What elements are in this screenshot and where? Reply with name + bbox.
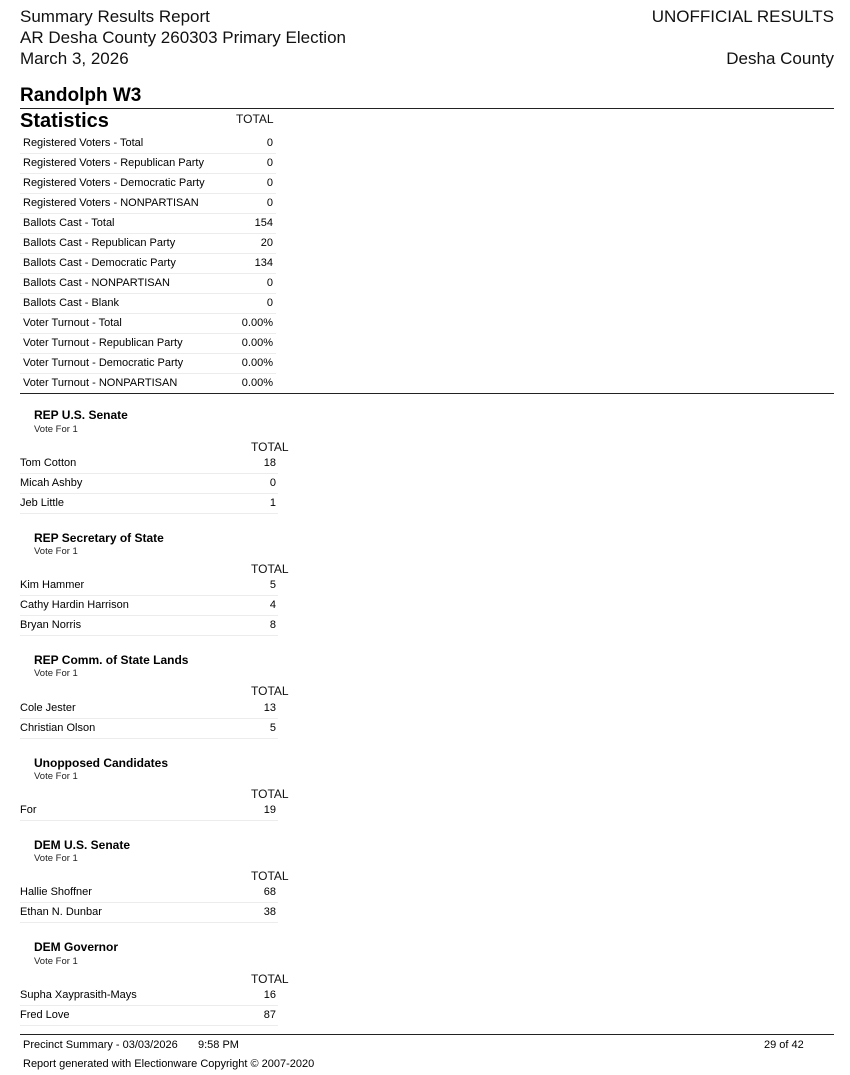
stat-label: Ballots Cast - Blank [23, 297, 119, 309]
vote-for-label: Vote For 1 [34, 668, 78, 679]
candidate-votes: 16 [263, 989, 276, 1001]
vote-for-label: Vote For 1 [34, 424, 78, 435]
stat-value: 0 [266, 197, 273, 209]
race-total-header: TOTAL [251, 972, 289, 986]
race-title: DEM Governor [34, 940, 119, 954]
stat-row [20, 334, 276, 354]
stat-label: Ballots Cast - NONPARTISAN [23, 277, 170, 289]
report-title: Summary Results Report [20, 7, 210, 26]
precinct-name: Randolph W3 [20, 85, 142, 106]
stat-label: Ballots Cast - Total [23, 217, 115, 229]
county-name: Desha County [726, 49, 834, 68]
candidate-name: Micah Ashby [20, 477, 83, 489]
candidate-name: Christian Olson [20, 722, 96, 734]
statistics-divider [20, 393, 834, 394]
stat-label: Voter Turnout - Total [23, 317, 122, 329]
stat-row [20, 314, 276, 334]
candidate-name: Tom Cotton [20, 457, 77, 469]
race-title: REP Comm. of State Lands [34, 653, 189, 667]
candidate-votes: 0 [269, 477, 276, 489]
stat-value: 0 [266, 297, 273, 309]
race-title: Unopposed Candidates [34, 756, 169, 770]
stat-label: Registered Voters - NONPARTISAN [23, 197, 199, 209]
stat-row [20, 134, 276, 154]
race-total-header: TOTAL [251, 684, 289, 698]
stat-value: 0 [266, 277, 273, 289]
candidate-votes: 5 [269, 722, 276, 734]
stat-row [20, 174, 276, 194]
stat-row [20, 154, 276, 174]
stat-value: 0.00% [241, 337, 273, 349]
race-title: REP U.S. Senate [34, 408, 128, 422]
stat-row [20, 294, 276, 314]
vote-for-label: Vote For 1 [34, 956, 78, 967]
stat-row [20, 194, 276, 214]
stat-label: Voter Turnout - Democratic Party [23, 357, 184, 369]
stat-value: 20 [260, 237, 273, 249]
stat-row [20, 354, 276, 374]
candidate-name: Jeb Little [20, 497, 65, 509]
stat-value: 0.00% [241, 377, 273, 389]
race-total-header: TOTAL [251, 562, 289, 576]
vote-for-label: Vote For 1 [34, 546, 78, 557]
candidate-row [20, 986, 278, 1006]
stat-value: 154 [254, 217, 273, 229]
stat-row [20, 234, 276, 254]
stat-row [20, 214, 276, 234]
candidate-row [20, 474, 278, 494]
stat-value: 0 [266, 137, 273, 149]
vote-for-label: Vote For 1 [34, 853, 78, 864]
footer-time: 9:58 PM [198, 1039, 239, 1051]
candidate-row [20, 883, 278, 903]
race-total-header: TOTAL [251, 440, 289, 454]
candidate-votes: 1 [269, 497, 276, 509]
footer-divider [20, 1034, 834, 1035]
race-title: REP Secretary of State [34, 531, 164, 545]
race-total-header: TOTAL [251, 869, 289, 883]
candidate-name: Cole Jester [20, 702, 76, 714]
candidate-row [20, 1006, 278, 1026]
election-name: AR Desha County 260303 Primary Election [20, 28, 346, 47]
stat-label: Voter Turnout - Republican Party [23, 337, 183, 349]
candidate-votes: 19 [263, 804, 276, 816]
stat-row [20, 374, 276, 394]
candidate-row [20, 576, 278, 596]
candidate-name: Bryan Norris [20, 619, 82, 631]
results-status: UNOFFICIAL RESULTS [651, 7, 834, 26]
precinct-divider [20, 108, 834, 109]
election-date: March 3, 2026 [20, 49, 129, 68]
page-number: 29 of 42 [764, 1039, 804, 1051]
candidate-votes: 38 [263, 906, 276, 918]
candidate-name: Cathy Hardin Harrison [20, 599, 129, 611]
footer-generated: Report generated with Electionware Copyright © 2007-2020 [23, 1058, 315, 1070]
candidate-name: Ethan N. Dunbar [20, 906, 102, 918]
candidate-row [20, 454, 278, 474]
stat-label: Ballots Cast - Republican Party [23, 237, 176, 249]
candidate-votes: 8 [269, 619, 276, 631]
stat-value: 0 [266, 177, 273, 189]
statistics-title: Statistics [20, 110, 109, 132]
candidate-name: Fred Love [20, 1009, 70, 1021]
candidate-row [20, 494, 278, 514]
stat-label: Voter Turnout - NONPARTISAN [23, 377, 178, 389]
candidate-row [20, 903, 278, 923]
statistics-total-header: TOTAL [236, 112, 274, 126]
race-total-header: TOTAL [251, 787, 289, 801]
stat-value: 134 [254, 257, 273, 269]
candidate-votes: 18 [263, 457, 276, 469]
candidate-row [20, 616, 278, 636]
stat-row [20, 274, 276, 294]
candidate-votes: 87 [263, 1009, 276, 1021]
candidate-name: For [20, 804, 37, 816]
stat-label: Registered Voters - Republican Party [23, 157, 204, 169]
candidate-votes: 13 [263, 702, 276, 714]
candidate-votes: 5 [269, 579, 276, 591]
candidate-name: Hallie Shoffner [20, 886, 92, 898]
stat-label: Registered Voters - Democratic Party [23, 177, 205, 189]
stat-value: 0 [266, 157, 273, 169]
candidate-votes: 68 [263, 886, 276, 898]
stat-value: 0.00% [241, 317, 273, 329]
race-title: DEM U.S. Senate [34, 838, 131, 852]
candidate-row [20, 596, 278, 616]
candidate-row [20, 719, 278, 739]
candidate-votes: 4 [269, 599, 276, 611]
stat-label: Ballots Cast - Democratic Party [23, 257, 176, 269]
candidate-row [20, 801, 278, 821]
vote-for-label: Vote For 1 [34, 771, 78, 782]
stat-row [20, 254, 276, 274]
candidate-name: Supha Xayprasith-Mays [20, 989, 137, 1001]
stat-value: 0.00% [241, 357, 273, 369]
candidate-row [20, 699, 278, 719]
stat-label: Registered Voters - Total [23, 137, 144, 149]
candidate-name: Kim Hammer [20, 579, 85, 591]
footer-summary: Precinct Summary - 03/03/2026 [23, 1039, 178, 1051]
